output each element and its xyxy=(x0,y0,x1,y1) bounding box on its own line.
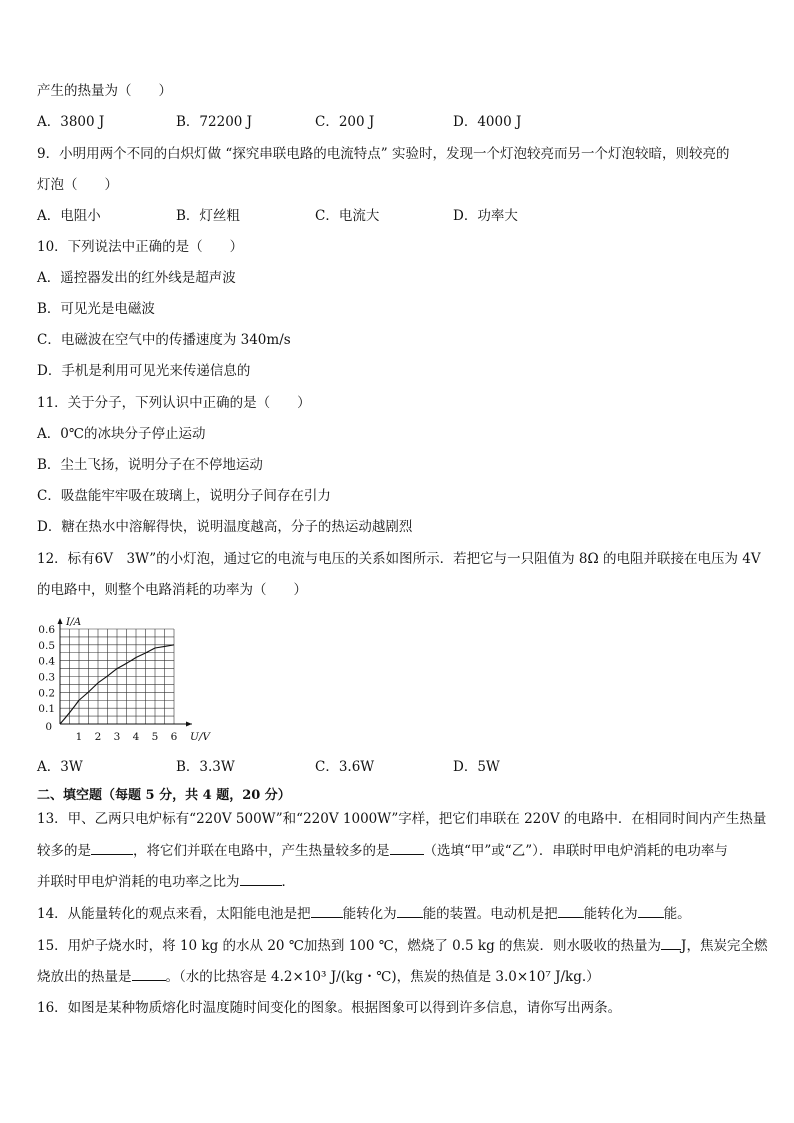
y-tick-label: 0.1 xyxy=(38,703,55,716)
q11-option-c[interactable]: C．吸盘能牢牢吸在玻璃上，说明分子间存在引力 xyxy=(37,488,331,504)
q13-blank-2[interactable] xyxy=(390,840,424,855)
q9-option-b[interactable]: B．灯丝粗 xyxy=(176,208,240,224)
q13-blank-1[interactable] xyxy=(91,840,133,855)
q9-option-d[interactable]: D．功率大 xyxy=(453,208,518,224)
q14-blank-3[interactable] xyxy=(558,903,584,918)
x-tick-label: 3 xyxy=(113,731,121,743)
y-tick-label: 0.6 xyxy=(38,624,55,636)
q14-blank-1[interactable] xyxy=(311,903,343,918)
q12-stem: 12．标有6V 3W”的小灯泡，通过它的电流与电压的关系如图所示．若把它与一只阻值为 8Ω 的电阻并联接在电压为 4V xyxy=(37,551,761,567)
q15-text-d: 。（水的比热容是 4.2×10³ J/(kg・℃)，焦炭的热值是 3.0×10⁷ J/kg.） xyxy=(165,969,600,985)
q13-blank-3[interactable] xyxy=(240,871,282,886)
q10-stem: 10．下列说法中正确的是（ ） xyxy=(37,239,244,255)
q13-stem-line3 xyxy=(37,871,295,892)
current-voltage-chart xyxy=(34,612,224,752)
q15-blank-1[interactable] xyxy=(661,935,681,950)
y-tick-label: 0.3 xyxy=(38,671,55,684)
q12-option-b[interactable]: B．3.3W xyxy=(176,759,235,775)
q12-option-a[interactable]: A．3W xyxy=(37,759,83,775)
q14-text-d: 能转化为 xyxy=(583,906,638,922)
q13-text-d: 并联时甲电炉消耗的电功率之比为 xyxy=(37,874,240,890)
q11-option-b[interactable]: B．尘土飞扬，说明分子在不停地运动 xyxy=(37,457,263,473)
x-tick-label: 6 xyxy=(170,731,178,743)
y-axis-arrow xyxy=(58,618,63,624)
q10-option-a[interactable]: A．遥控器发出的红外线是超声波 xyxy=(37,270,236,286)
q15-text-c: 烧放出的热量是 xyxy=(37,969,132,985)
section-heading-fill-in: 二、填空题（每题 5 分，共 4 题，20 分） xyxy=(37,788,291,803)
x-tick-label: 5 xyxy=(151,731,159,743)
q16-stem: 16．如图是某种物质熔化时温度随时间变化的图象。根据图象可以得到许多信息，请你写出两条。 xyxy=(37,1000,622,1016)
y-tick-label: 0.2 xyxy=(38,687,55,700)
q13-text-c: （选填“甲”或“乙”）．串联时甲电炉消耗的电功率与 xyxy=(423,843,728,859)
q9-stem: 9．小明用两个不同的白炽灯做 “探究串联电路的电流特点” 实验时，发现一个灯泡较亮而另一个灯泡较暗，则较亮的 xyxy=(37,146,730,162)
q9-option-a[interactable]: A．电阻小 xyxy=(37,208,101,224)
x-axis-arrow xyxy=(186,722,192,727)
q14-stem xyxy=(37,903,691,924)
q12-option-c[interactable]: C．3.6W xyxy=(315,759,375,775)
q15-text-a: 15．用炉子烧水时，将 10 kg 的水从 20 ℃加热到 100 ℃，燃烧了 0.5 kg 的焦炭．则水吸收的热量为 xyxy=(37,938,662,954)
q10-option-b[interactable]: B．可见光是电磁波 xyxy=(37,301,155,317)
q14-text-e: 能。 xyxy=(663,906,691,922)
q15-blank-2[interactable] xyxy=(132,966,166,981)
q12-option-d[interactable]: D．5W xyxy=(453,759,500,775)
q12-stem-cont: 的电路中，则整个电路消耗的功率为（ ） xyxy=(37,582,307,598)
q8-option-d[interactable]: D．4000 J xyxy=(453,114,522,130)
x-tick-label: 2 xyxy=(94,731,102,743)
q15-text-b: J，焦炭完全燃 xyxy=(681,938,768,954)
q13-text-e: ． xyxy=(281,874,295,890)
q14-blank-4[interactable] xyxy=(638,903,664,918)
q15-stem-line2 xyxy=(37,966,600,987)
q8-option-a[interactable]: A．3800 J xyxy=(37,114,105,130)
x-tick-label: 4 xyxy=(132,731,140,743)
q14-text-b: 能转化为 xyxy=(342,906,397,922)
q13-stem-line2 xyxy=(37,840,728,861)
q9-option-c[interactable]: C．电流大 xyxy=(315,208,380,224)
y-tick-label: 0.4 xyxy=(38,655,55,668)
chart-tick-labels xyxy=(38,624,177,743)
q11-option-a[interactable]: A．0℃的冰块分子停止运动 xyxy=(37,426,206,442)
q13-text-b: ，将它们并联在电路中，产生热量较多的是 xyxy=(133,843,390,859)
chart-axes xyxy=(58,618,193,727)
q8-option-c[interactable]: C．200 J xyxy=(315,114,375,130)
q15-stem xyxy=(37,935,767,956)
q10-option-d[interactable]: D．手机是利用可见光来传递信息的 xyxy=(37,363,251,379)
q8-stem: 产生的热量为（ ） xyxy=(37,83,172,99)
q11-stem: 11．关于分子，下列认识中正确的是（ ） xyxy=(37,395,311,411)
q13-text-a: 较多的是 xyxy=(37,843,91,859)
q10-option-c[interactable]: C．电磁波在空气中的传播速度为 340m/s xyxy=(37,332,291,348)
x-tick-label: 1 xyxy=(75,731,83,743)
q9-stem-cont: 灯泡（ ） xyxy=(37,177,118,193)
q14-text-c: 能的装置。电动机是把 xyxy=(422,906,558,922)
origin-label: 0 xyxy=(45,721,52,733)
chart-grid xyxy=(60,629,174,724)
x-axis-label: U/V xyxy=(190,731,210,743)
q14-blank-2[interactable] xyxy=(397,903,423,918)
q11-option-d[interactable]: D．糖在热水中溶解得快，说明温度越高，分子的热运动越剧烈 xyxy=(37,519,413,535)
q13-stem: 13．甲、乙两只电炉标有“220V 500W”和“220V 1000W”字样，把它们串联在 220V 的电路中．在相同时间内产生热量 xyxy=(37,811,767,827)
y-tick-label: 0.5 xyxy=(38,639,55,652)
q8-option-b[interactable]: B．72200 J xyxy=(176,114,253,130)
y-axis-label: I/A xyxy=(66,616,82,628)
q14-text-a: 14．从能量转化的观点来看，太阳能电池是把 xyxy=(37,906,311,922)
